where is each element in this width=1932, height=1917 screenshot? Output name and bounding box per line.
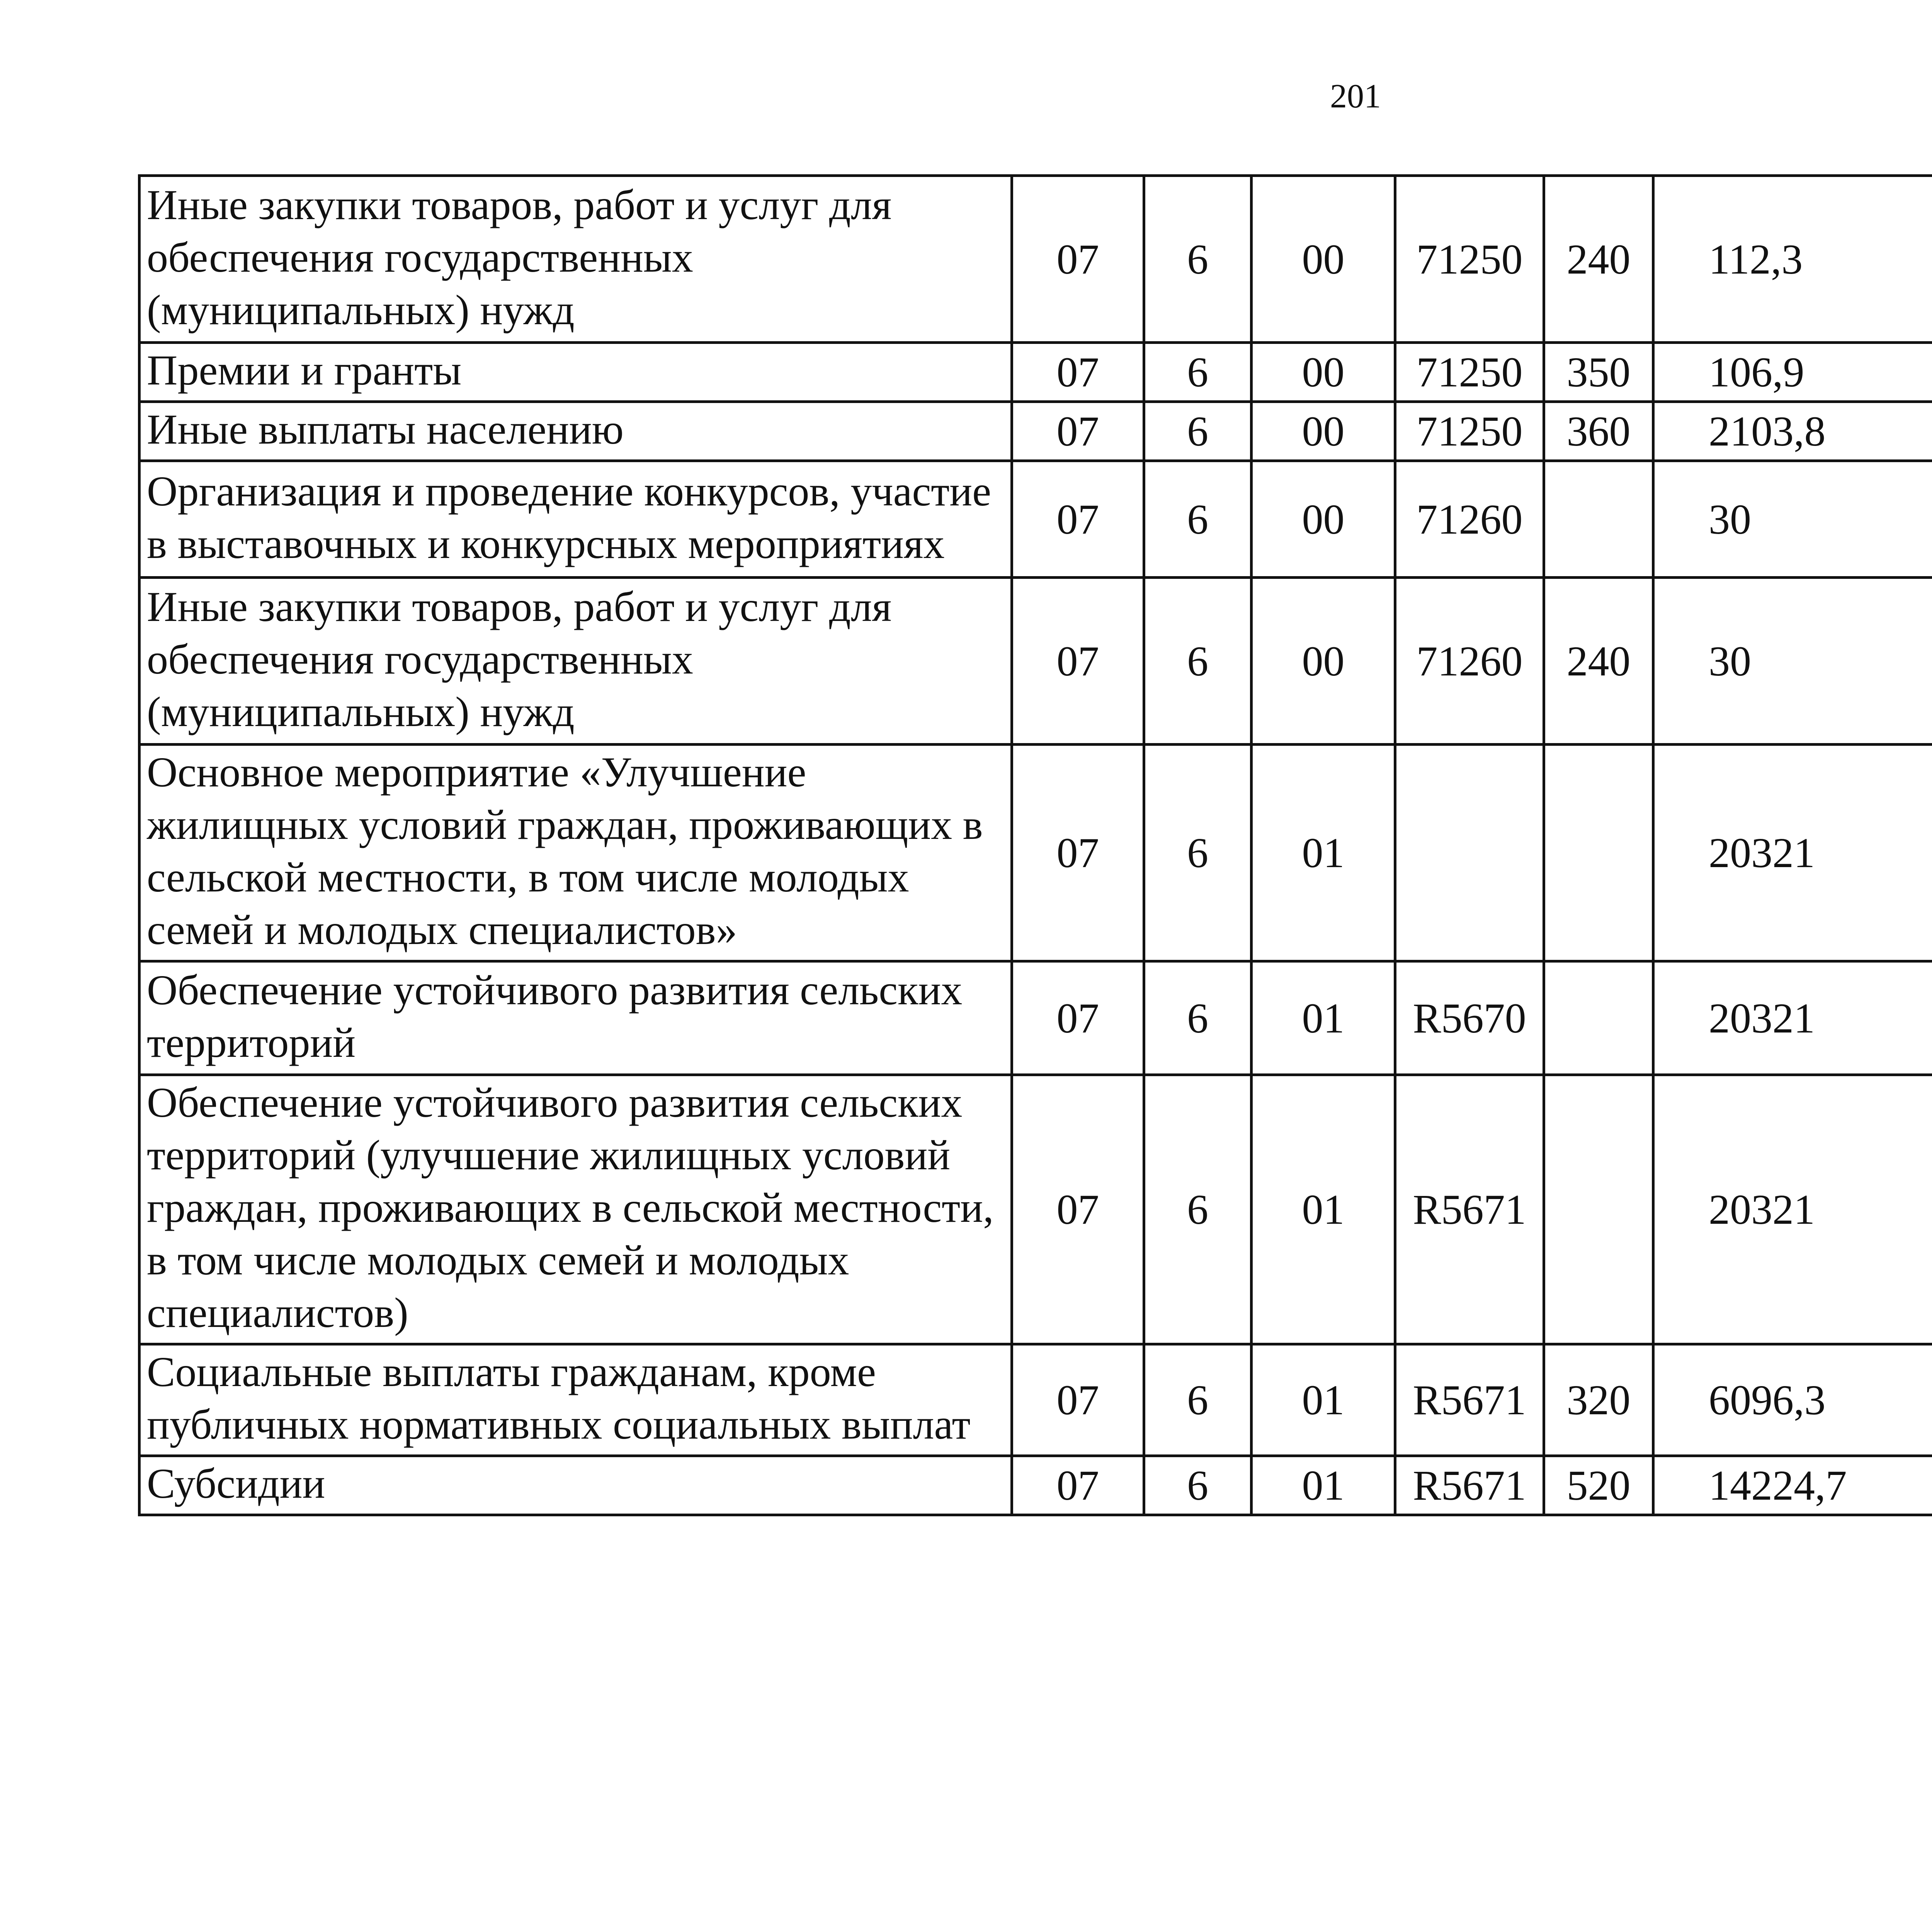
- table-row: [139, 578, 1932, 745]
- direction-code: 71250: [1395, 402, 1544, 461]
- row-name: Субсидии: [139, 1456, 1012, 1515]
- expense-type-code: [1544, 745, 1653, 961]
- program-code: 6: [1144, 745, 1252, 961]
- program-code: 6: [1144, 578, 1252, 745]
- row-name: Обеспечение устойчивого развития сельских территорий (улучшение жилищных условий граждан, проживающих в сельской местности, в том числе молодых семей и молодых специалистов): [139, 1075, 1012, 1344]
- expense-type-code: 320: [1544, 1344, 1653, 1456]
- expense-type-code: 240: [1544, 578, 1653, 745]
- section-code: 07: [1012, 578, 1144, 745]
- subprogram-code: 00: [1252, 176, 1395, 343]
- row-name: Организация и проведение конкурсов, участие в выставочных и конкурсных мероприятиях: [139, 461, 1012, 578]
- subprogram-code: 00: [1252, 578, 1395, 745]
- expense-type-code: 350: [1544, 343, 1653, 402]
- table-row: [139, 343, 1932, 402]
- section-code: 07: [1012, 402, 1144, 461]
- amount-1: 6096,3: [1653, 1344, 1932, 1456]
- direction-code: 71250: [1395, 343, 1544, 402]
- table-row: [139, 1456, 1932, 1515]
- page-number: 201: [1330, 78, 1381, 115]
- direction-code: R5671: [1395, 1075, 1544, 1344]
- expense-type-code: 240: [1544, 176, 1653, 343]
- section-code: 07: [1012, 745, 1144, 961]
- section-code: 07: [1012, 1344, 1144, 1456]
- subprogram-code: 01: [1252, 1456, 1395, 1515]
- amount-1: 2103,8: [1653, 402, 1932, 461]
- amount-1: 30: [1653, 578, 1932, 745]
- program-code: 6: [1144, 343, 1252, 402]
- subprogram-code: 01: [1252, 1344, 1395, 1456]
- amount-1: 106,9: [1653, 343, 1932, 402]
- budget-table: [138, 174, 1932, 1516]
- direction-code: 71260: [1395, 578, 1544, 745]
- table-row: [139, 745, 1932, 961]
- amount-1: 112,3: [1653, 176, 1932, 343]
- expense-type-code: 360: [1544, 402, 1653, 461]
- table-row: [139, 461, 1932, 578]
- amount-1: 20321: [1653, 745, 1932, 961]
- amount-1: 20321: [1653, 961, 1932, 1075]
- row-name: Иные закупки товаров, работ и услуг для обеспечения государственных (муниципальных) нужд: [139, 578, 1012, 745]
- direction-code: 71260: [1395, 461, 1544, 578]
- expense-type-code: [1544, 461, 1653, 578]
- amount-1: 14224,7: [1653, 1456, 1932, 1515]
- amount-1: 30: [1653, 461, 1932, 578]
- table-row: [139, 176, 1932, 343]
- subprogram-code: 00: [1252, 343, 1395, 402]
- table-row: [139, 961, 1932, 1075]
- expense-type-code: 520: [1544, 1456, 1653, 1515]
- program-code: 6: [1144, 1075, 1252, 1344]
- row-name: Обеспечение устойчивого развития сельских территорий: [139, 961, 1012, 1075]
- direction-code: R5671: [1395, 1456, 1544, 1515]
- program-code: 6: [1144, 1456, 1252, 1515]
- row-name: Основное мероприятие «Улучшение жилищных условий граждан, проживающих в сельской местности, в том числе молодых семей и молодых специалистов»: [139, 745, 1012, 961]
- section-code: 07: [1012, 1456, 1144, 1515]
- subprogram-code: 01: [1252, 745, 1395, 961]
- expense-type-code: [1544, 1075, 1653, 1344]
- direction-code: R5670: [1395, 961, 1544, 1075]
- section-code: 07: [1012, 961, 1144, 1075]
- amount-1: 20321: [1653, 1075, 1932, 1344]
- direction-code: 71250: [1395, 176, 1544, 343]
- row-name: Премии и гранты: [139, 343, 1012, 402]
- program-code: 6: [1144, 1344, 1252, 1456]
- subprogram-code: 01: [1252, 1075, 1395, 1344]
- direction-code: [1395, 745, 1544, 961]
- section-code: 07: [1012, 176, 1144, 343]
- subprogram-code: 00: [1252, 461, 1395, 578]
- subprogram-code: 01: [1252, 961, 1395, 1075]
- row-name: Иные закупки товаров, работ и услуг для обеспечения государственных (муниципальных) нужд: [139, 176, 1012, 343]
- subprogram-code: 00: [1252, 402, 1395, 461]
- direction-code: R5671: [1395, 1344, 1544, 1456]
- section-code: 07: [1012, 343, 1144, 402]
- table-body: [139, 176, 1932, 1515]
- section-code: 07: [1012, 1075, 1144, 1344]
- row-name: Иные выплаты населению: [139, 402, 1012, 461]
- expense-type-code: [1544, 961, 1653, 1075]
- program-code: 6: [1144, 176, 1252, 343]
- table-row: [139, 1075, 1932, 1344]
- table-row: [139, 402, 1932, 461]
- row-name: Социальные выплаты гражданам, кроме публичных нормативных социальных выплат: [139, 1344, 1012, 1456]
- program-code: 6: [1144, 402, 1252, 461]
- section-code: 07: [1012, 461, 1144, 578]
- program-code: 6: [1144, 961, 1252, 1075]
- table-row: [139, 1344, 1932, 1456]
- program-code: 6: [1144, 461, 1252, 578]
